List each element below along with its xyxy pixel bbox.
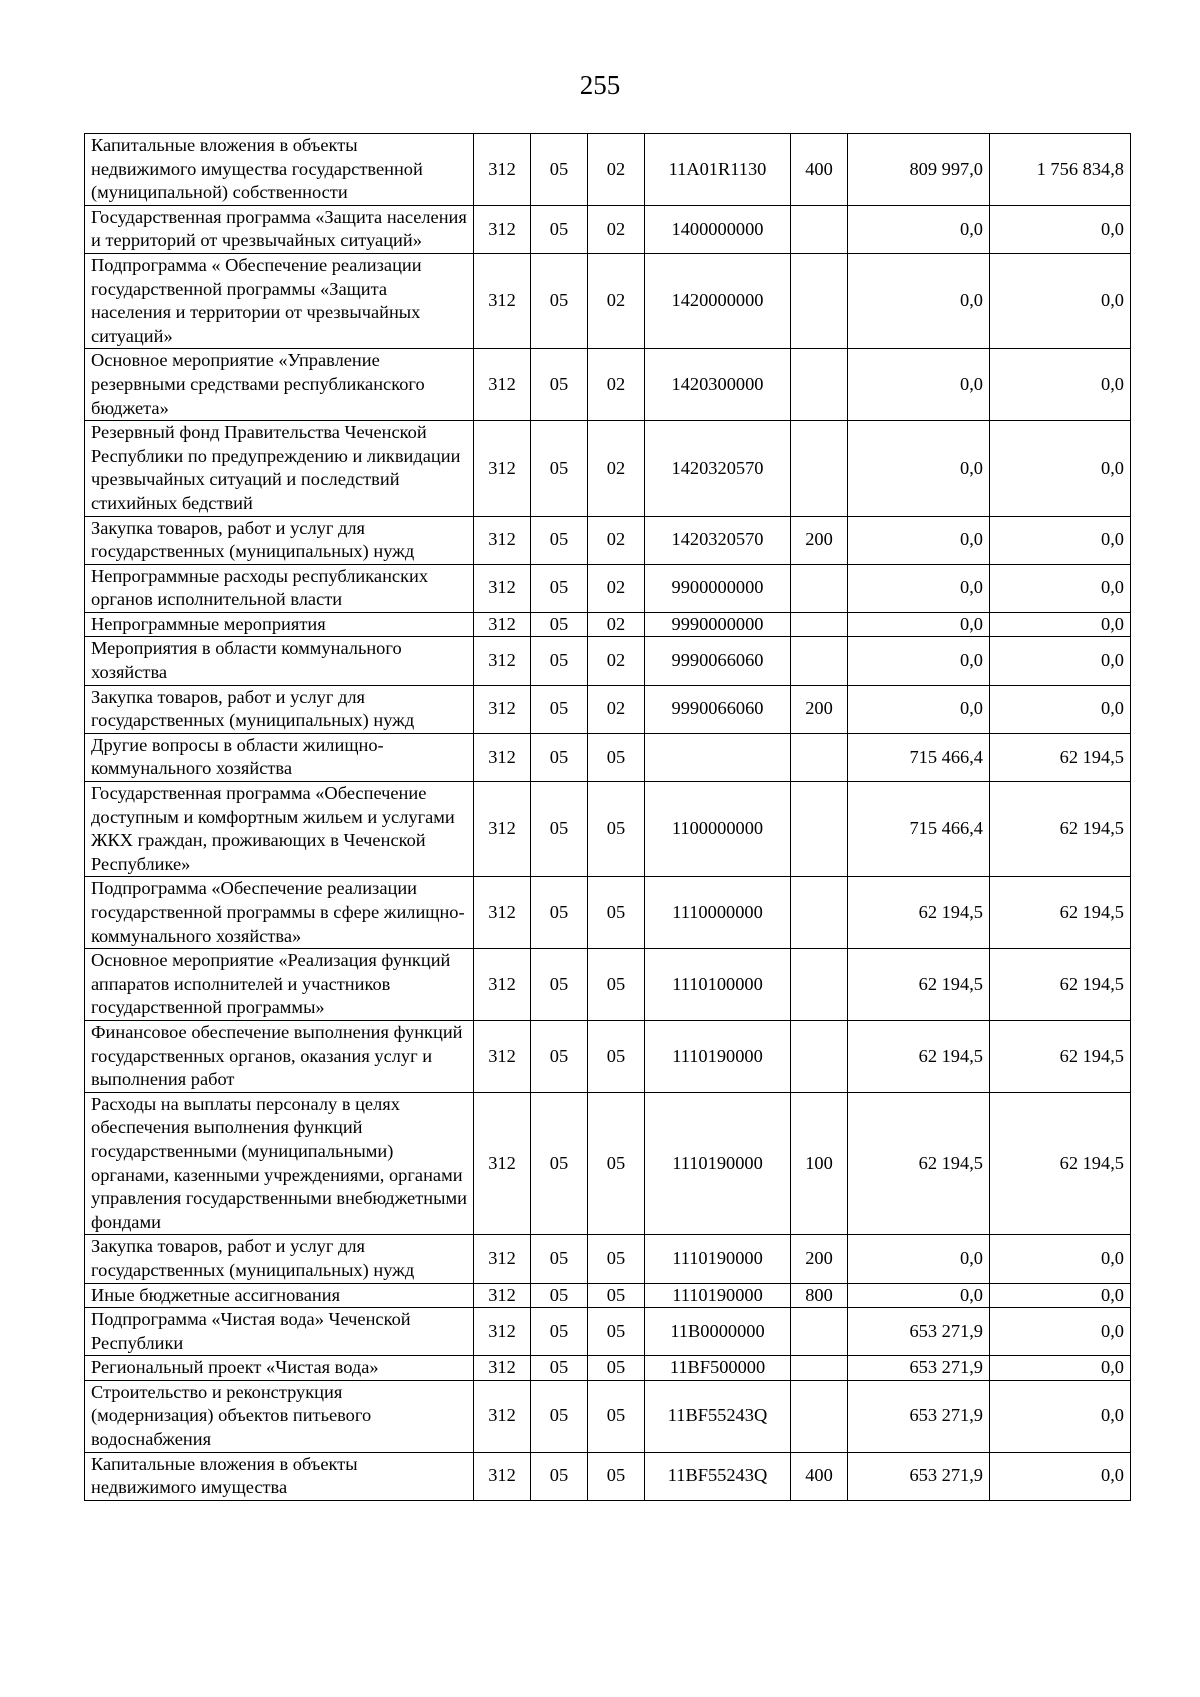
subsection-code-cell: 02	[588, 685, 645, 733]
target-item-code-cell: 1100000000	[645, 782, 791, 877]
table-row	[85, 1092, 1131, 1235]
section-code-cell: 05	[531, 1356, 588, 1381]
subsection-code-cell: 05	[588, 1452, 645, 1500]
amount-first-cell: 653 271,9	[848, 1452, 990, 1500]
ministry-code-cell: 312	[474, 949, 531, 1021]
expense-type-code-cell: 400	[791, 134, 848, 206]
amount-second-cell: 0,0	[990, 1452, 1131, 1500]
amount-first-cell: 0,0	[848, 349, 990, 421]
expense-type-code-cell	[791, 637, 848, 685]
ministry-code-cell: 312	[474, 685, 531, 733]
section-code-cell: 05	[531, 516, 588, 564]
target-item-code-cell: 9990066060	[645, 637, 791, 685]
table-row	[85, 733, 1131, 781]
section-code-cell: 05	[531, 685, 588, 733]
amount-second-cell: 0,0	[990, 205, 1131, 253]
table-row	[85, 1308, 1131, 1356]
subsection-code-cell: 05	[588, 1356, 645, 1381]
ministry-code-cell: 312	[474, 516, 531, 564]
amount-first-cell: 653 271,9	[848, 1308, 990, 1356]
target-item-code-cell: 1110000000	[645, 877, 791, 949]
subsection-code-cell: 05	[588, 782, 645, 877]
expense-type-code-cell	[791, 782, 848, 877]
amount-second-cell: 62 194,5	[990, 877, 1131, 949]
section-code-cell: 05	[531, 949, 588, 1021]
expense-type-code-cell: 200	[791, 516, 848, 564]
section-code-cell: 05	[531, 134, 588, 206]
table-row	[85, 637, 1131, 685]
expense-type-code-cell	[791, 1020, 848, 1092]
table-row	[85, 685, 1131, 733]
ministry-code-cell: 312	[474, 205, 531, 253]
ministry-code-cell: 312	[474, 253, 531, 348]
amount-first-cell: 715 466,4	[848, 782, 990, 877]
target-item-code-cell: 1420320570	[645, 421, 791, 516]
amount-second-cell: 0,0	[990, 421, 1131, 516]
amount-second-cell: 0,0	[990, 253, 1131, 348]
row-name-cell: Основное мероприятие «Реализация функций аппаратов исполнителей и участников государственной программы»	[85, 949, 474, 1021]
row-name-cell: Закупка товаров, работ и услуг для государственных (муниципальных) нужд	[85, 685, 474, 733]
amount-first-cell: 0,0	[848, 421, 990, 516]
ministry-code-cell: 312	[474, 1452, 531, 1500]
table-row	[85, 1380, 1131, 1452]
amount-second-cell: 0,0	[990, 612, 1131, 637]
amount-second-cell: 62 194,5	[990, 733, 1131, 781]
ministry-code-cell: 312	[474, 349, 531, 421]
row-name-cell: Другие вопросы в области жилищно-коммунального хозяйства	[85, 733, 474, 781]
amount-second-cell: 0,0	[990, 349, 1131, 421]
subsection-code-cell: 05	[588, 949, 645, 1021]
expense-type-code-cell	[791, 1308, 848, 1356]
row-name-cell: Подпрограмма « Обеспечение реализации государственной программы «Защита населения и территории от чрезвычайных ситуаций»	[85, 253, 474, 348]
ministry-code-cell: 312	[474, 1092, 531, 1235]
table-row	[85, 949, 1131, 1021]
amount-second-cell: 62 194,5	[990, 782, 1131, 877]
page-number: 255	[579, 70, 621, 100]
expense-type-code-cell	[791, 1356, 848, 1381]
ministry-code-cell: 312	[474, 1356, 531, 1381]
budget-table	[84, 133, 1131, 1501]
row-name-cell: Закупка товаров, работ и услуг для государственных (муниципальных) нужд	[85, 1235, 474, 1283]
target-item-code-cell: 11BF55243Q	[645, 1452, 791, 1500]
expense-type-code-cell	[791, 1380, 848, 1452]
row-name-cell: Капитальные вложения в объекты недвижимого имущества государственной (муниципальной) собственности	[85, 134, 474, 206]
subsection-code-cell: 05	[588, 1380, 645, 1452]
expense-type-code-cell	[791, 421, 848, 516]
ministry-code-cell: 312	[474, 1380, 531, 1452]
amount-first-cell: 62 194,5	[848, 1020, 990, 1092]
amount-second-cell: 1 756 834,8	[990, 134, 1131, 206]
expense-type-code-cell	[791, 733, 848, 781]
amount-first-cell: 653 271,9	[848, 1380, 990, 1452]
subsection-code-cell: 02	[588, 564, 645, 612]
subsection-code-cell: 05	[588, 1283, 645, 1308]
subsection-code-cell: 02	[588, 349, 645, 421]
expense-type-code-cell: 100	[791, 1092, 848, 1235]
section-code-cell: 05	[531, 1380, 588, 1452]
target-item-code-cell: 9990000000	[645, 612, 791, 637]
amount-first-cell: 0,0	[848, 637, 990, 685]
row-name-cell: Непрограммные расходы республиканских органов исполнительной власти	[85, 564, 474, 612]
target-item-code-cell: 11BF500000	[645, 1356, 791, 1381]
ministry-code-cell: 312	[474, 612, 531, 637]
section-code-cell: 05	[531, 637, 588, 685]
amount-second-cell: 0,0	[990, 564, 1131, 612]
table-row	[85, 1452, 1131, 1500]
ministry-code-cell: 312	[474, 782, 531, 877]
expense-type-code-cell	[791, 253, 848, 348]
section-code-cell: 05	[531, 1308, 588, 1356]
target-item-code-cell: 11BF55243Q	[645, 1380, 791, 1452]
amount-first-cell: 0,0	[848, 564, 990, 612]
row-name-cell: Подпрограмма «Чистая вода» Чеченской Республики	[85, 1308, 474, 1356]
section-code-cell: 05	[531, 421, 588, 516]
section-code-cell: 05	[531, 1452, 588, 1500]
amount-first-cell: 0,0	[848, 685, 990, 733]
expense-type-code-cell	[791, 564, 848, 612]
expense-type-code-cell	[791, 205, 848, 253]
amount-first-cell: 62 194,5	[848, 1092, 990, 1235]
budget-table-body	[85, 134, 1131, 1501]
row-name-cell: Закупка товаров, работ и услуг для государственных (муниципальных) нужд	[85, 516, 474, 564]
amount-second-cell: 0,0	[990, 637, 1131, 685]
target-item-code-cell: 9990066060	[645, 685, 791, 733]
section-code-cell: 05	[531, 205, 588, 253]
target-item-code-cell: 1110100000	[645, 949, 791, 1021]
row-name-cell: Капитальные вложения в объекты недвижимого имущества	[85, 1452, 474, 1500]
amount-second-cell: 0,0	[990, 1308, 1131, 1356]
subsection-code-cell: 02	[588, 516, 645, 564]
expense-type-code-cell: 200	[791, 1235, 848, 1283]
section-code-cell: 05	[531, 1283, 588, 1308]
amount-second-cell: 0,0	[990, 516, 1131, 564]
amount-second-cell: 0,0	[990, 1356, 1131, 1381]
row-name-cell: Финансовое обеспечение выполнения функций государственных органов, оказания услуг и выполнения работ	[85, 1020, 474, 1092]
subsection-code-cell: 05	[588, 1092, 645, 1235]
subsection-code-cell: 02	[588, 253, 645, 348]
section-code-cell: 05	[531, 253, 588, 348]
amount-first-cell: 0,0	[848, 205, 990, 253]
row-name-cell: Государственная программа «Обеспечение доступным и комфортным жильем и услугами ЖКХ граждан, проживающих в Чеченской Республике»	[85, 782, 474, 877]
table-row	[85, 253, 1131, 348]
table-row	[85, 421, 1131, 516]
section-code-cell: 05	[531, 349, 588, 421]
amount-first-cell: 0,0	[848, 1235, 990, 1283]
target-item-code-cell: 1420000000	[645, 253, 791, 348]
amount-second-cell: 0,0	[990, 1235, 1131, 1283]
table-row	[85, 1356, 1131, 1381]
ministry-code-cell: 312	[474, 1235, 531, 1283]
amount-first-cell: 715 466,4	[848, 733, 990, 781]
table-row	[85, 782, 1131, 877]
subsection-code-cell: 02	[588, 205, 645, 253]
ministry-code-cell: 312	[474, 1283, 531, 1308]
ministry-code-cell: 312	[474, 733, 531, 781]
expense-type-code-cell	[791, 349, 848, 421]
section-code-cell: 05	[531, 612, 588, 637]
row-name-cell: Региональный проект «Чистая вода»	[85, 1356, 474, 1381]
table-row	[85, 612, 1131, 637]
amount-first-cell: 653 271,9	[848, 1356, 990, 1381]
section-code-cell: 05	[531, 564, 588, 612]
ministry-code-cell: 312	[474, 564, 531, 612]
section-code-cell: 05	[531, 733, 588, 781]
target-item-code-cell: 1110190000	[645, 1283, 791, 1308]
target-item-code-cell: 11B0000000	[645, 1308, 791, 1356]
subsection-code-cell: 05	[588, 733, 645, 781]
row-name-cell: Непрограммные мероприятия	[85, 612, 474, 637]
amount-second-cell: 0,0	[990, 1283, 1131, 1308]
section-code-cell: 05	[531, 782, 588, 877]
row-name-cell: Строительство и реконструкция (модернизация) объектов питьевого водоснабжения	[85, 1380, 474, 1452]
target-item-code-cell: 1420320570	[645, 516, 791, 564]
subsection-code-cell: 05	[588, 877, 645, 949]
table-row	[85, 1283, 1131, 1308]
ministry-code-cell: 312	[474, 421, 531, 516]
table-row	[85, 564, 1131, 612]
amount-second-cell: 62 194,5	[990, 1092, 1131, 1235]
expense-type-code-cell	[791, 877, 848, 949]
expense-type-code-cell: 800	[791, 1283, 848, 1308]
amount-second-cell: 0,0	[990, 1380, 1131, 1452]
ministry-code-cell: 312	[474, 877, 531, 949]
row-name-cell: Основное мероприятие «Управление резервными средствами республиканского бюджета»	[85, 349, 474, 421]
subsection-code-cell: 02	[588, 421, 645, 516]
target-item-code-cell: 1110190000	[645, 1020, 791, 1092]
ministry-code-cell: 312	[474, 1020, 531, 1092]
row-name-cell: Подпрограмма «Обеспечение реализации государственной программы в сфере жилищно-коммунального хозяйства»	[85, 877, 474, 949]
amount-first-cell: 62 194,5	[848, 877, 990, 949]
section-code-cell: 05	[531, 1020, 588, 1092]
subsection-code-cell: 05	[588, 1308, 645, 1356]
target-item-code-cell: 1420300000	[645, 349, 791, 421]
amount-second-cell: 62 194,5	[990, 949, 1131, 1021]
row-name-cell: Резервный фонд Правительства Чеченской Республики по предупреждению и ликвидации чрезвычайных ситуаций и последствий стихийных бедствий	[85, 421, 474, 516]
target-item-code-cell: 1400000000	[645, 205, 791, 253]
target-item-code-cell: 11A01R1130	[645, 134, 791, 206]
expense-type-code-cell	[791, 612, 848, 637]
subsection-code-cell: 05	[588, 1020, 645, 1092]
amount-first-cell: 0,0	[848, 1283, 990, 1308]
ministry-code-cell: 312	[474, 134, 531, 206]
table-row	[85, 134, 1131, 206]
section-code-cell: 05	[531, 1235, 588, 1283]
row-name-cell: Иные бюджетные ассигнования	[85, 1283, 474, 1308]
amount-second-cell: 0,0	[990, 685, 1131, 733]
target-item-code-cell: 1110190000	[645, 1235, 791, 1283]
amount-first-cell: 0,0	[848, 253, 990, 348]
table-row	[85, 1020, 1131, 1092]
amount-first-cell: 809 997,0	[848, 134, 990, 206]
amount-first-cell: 0,0	[848, 612, 990, 637]
subsection-code-cell: 02	[588, 612, 645, 637]
table-row	[85, 877, 1131, 949]
amount-first-cell: 62 194,5	[848, 949, 990, 1021]
table-row	[85, 1235, 1131, 1283]
ministry-code-cell: 312	[474, 1308, 531, 1356]
row-name-cell: Расходы на выплаты персоналу в целях обеспечения выполнения функций государственными (муниципальными) органами, казенными учреждениями, органами управления государственными внебюджетными фондами	[85, 1092, 474, 1235]
expense-type-code-cell: 200	[791, 685, 848, 733]
amount-second-cell: 62 194,5	[990, 1020, 1131, 1092]
ministry-code-cell: 312	[474, 637, 531, 685]
expense-type-code-cell	[791, 949, 848, 1021]
section-code-cell: 05	[531, 1092, 588, 1235]
section-code-cell: 05	[531, 877, 588, 949]
target-item-code-cell: 1110190000	[645, 1092, 791, 1235]
table-row	[85, 349, 1131, 421]
table-row	[85, 205, 1131, 253]
row-name-cell: Мероприятия в области коммунального хозяйства	[85, 637, 474, 685]
expense-type-code-cell: 400	[791, 1452, 848, 1500]
target-item-code-cell: 9900000000	[645, 564, 791, 612]
target-item-code-cell	[645, 733, 791, 781]
subsection-code-cell: 02	[588, 134, 645, 206]
amount-first-cell: 0,0	[848, 516, 990, 564]
row-name-cell: Государственная программа «Защита населения и территорий от чрезвычайных ситуаций»	[85, 205, 474, 253]
subsection-code-cell: 05	[588, 1235, 645, 1283]
subsection-code-cell: 02	[588, 637, 645, 685]
table-row	[85, 516, 1131, 564]
